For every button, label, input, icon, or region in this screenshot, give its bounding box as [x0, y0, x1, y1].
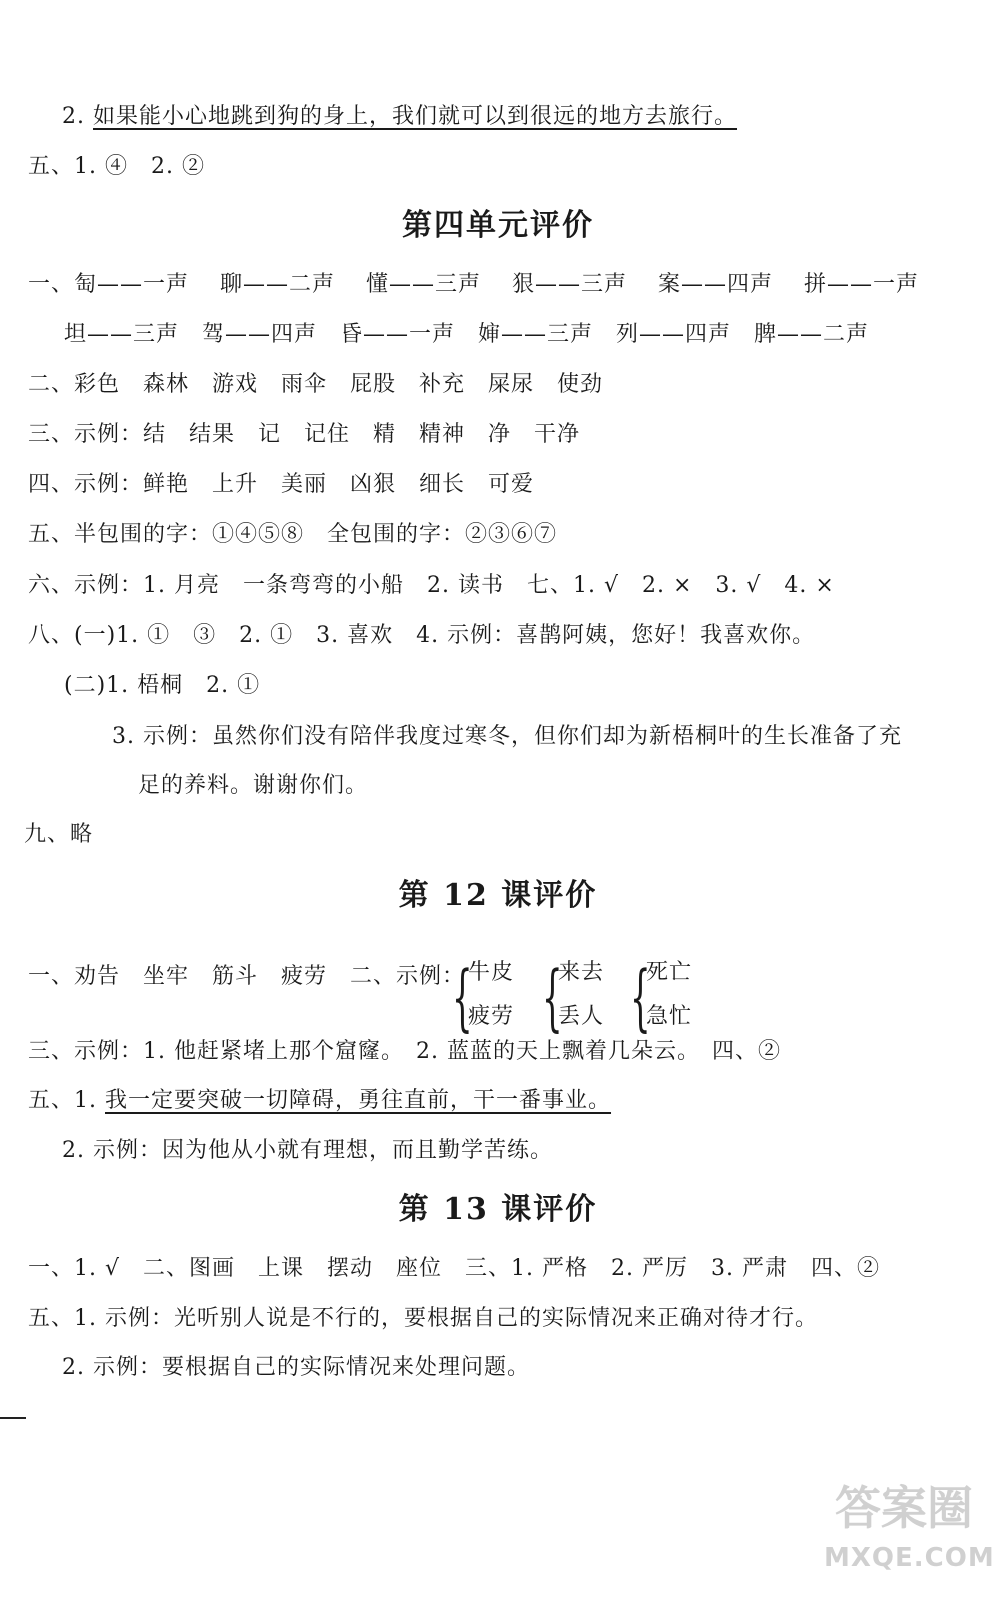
answer-number: 五、1. — [28, 1088, 97, 1113]
answer-line: 二、彩色 森林 游戏 雨伞 屁股 补充 屎尿 使劲 — [28, 372, 604, 397]
answer-line: 足的养料。谢谢你们。 — [138, 773, 369, 798]
answer-line: 2. 示例：因为他从小就有理想，而且勤学苦练。 — [62, 1138, 553, 1163]
answer-line: 三、示例：结 结果 记 记住 精 精神 净 干净 — [28, 422, 581, 447]
answer-line: 五、半包围的字：①④⑤⑧ 全包围的字：②③⑥⑦ — [28, 522, 558, 547]
section-title-lesson12: 第 12 课评价 — [398, 878, 598, 913]
underlined-answer: 我一定要突破一切障碍，勇往直前，干一番事业。 — [105, 1088, 612, 1113]
section-title-lesson13: 第 13 课评价 — [398, 1192, 598, 1227]
watermark-url: MXQE.COM — [824, 1543, 995, 1573]
underlined-answer: 如果能小心地跳到狗的身上，我们就可以到很远的地方去旅行。 — [93, 104, 738, 129]
brace-word-top: 来去 — [558, 960, 605, 985]
brace-word-top: 牛皮 — [468, 960, 515, 985]
brace-symbol: { — [452, 955, 473, 1039]
brace-symbol: { — [542, 955, 563, 1039]
footer-rule — [0, 1417, 26, 1419]
brace-word-bottom: 疲劳 — [468, 1004, 515, 1029]
answer-line: 五、1. 示例：光听别人说是不行的，要根据自己的实际情况来正确对待才行。 — [28, 1306, 818, 1331]
answer-line: 一、1. √ 二、图画 上课 摆动 座位 三、1. 严格 2. 严厉 3. 严肃 四、② — [28, 1256, 880, 1281]
answer-line: 六、示例：1. 月亮 一条弯弯的小船 2. 读书 七、1. √ 2. × 3. √ 4. × — [28, 573, 835, 598]
answer-line: 九、略 — [24, 822, 94, 847]
answer-line: 坦——三声 驾——四声 昏——一声 婶——三声 列——四声 脾——二声 — [64, 322, 870, 347]
brace-word-top: 死亡 — [646, 960, 693, 985]
answer-line: 一、匋——一声 聊——二声 懂——三声 狠——三声 案——四声 拼——一声 — [28, 272, 919, 297]
section-title-unit4: 第四单元评价 — [402, 208, 594, 243]
answer-line: 3. 示例：虽然你们没有陪伴我度过寒冬，但你们却为新梧桐叶的生长准备了充 — [112, 724, 902, 749]
answer-line: 八、(一)1. ① ③ 2. ① 3. 喜欢 4. 示例：喜鹊阿姨，您好！我喜欢你。 — [28, 623, 816, 648]
brace-word-bottom: 丢人 — [558, 1004, 605, 1029]
brace-symbol: { — [630, 955, 651, 1039]
answer-line: 2. 示例：要根据自己的实际情况来处理问题。 — [62, 1355, 530, 1380]
watermark-title: 答案圈 — [835, 1481, 973, 1535]
answer-line: 四、示例：鲜艳 上升 美丽 凶狠 细长 可爱 — [28, 472, 535, 497]
answer-line — [28, 1086, 611, 1116]
answer-line: 五、1. ④ 2. ② — [28, 154, 205, 179]
answer-line: 三、示例：1. 他赶紧堵上那个窟窿。 2. 蓝蓝的天上飘着几朵云。 四、② — [28, 1039, 781, 1064]
answer-line: (二)1. 梧桐 2. ① — [64, 673, 261, 698]
watermark-logo — [824, 1478, 995, 1590]
brace-word-bottom: 急忙 — [646, 1004, 693, 1029]
answer-number: 2. — [62, 104, 85, 129]
answer-line: 一、劝告 坐牢 筋斗 疲劳 二、示例： — [28, 964, 466, 989]
answer-line — [62, 102, 737, 132]
